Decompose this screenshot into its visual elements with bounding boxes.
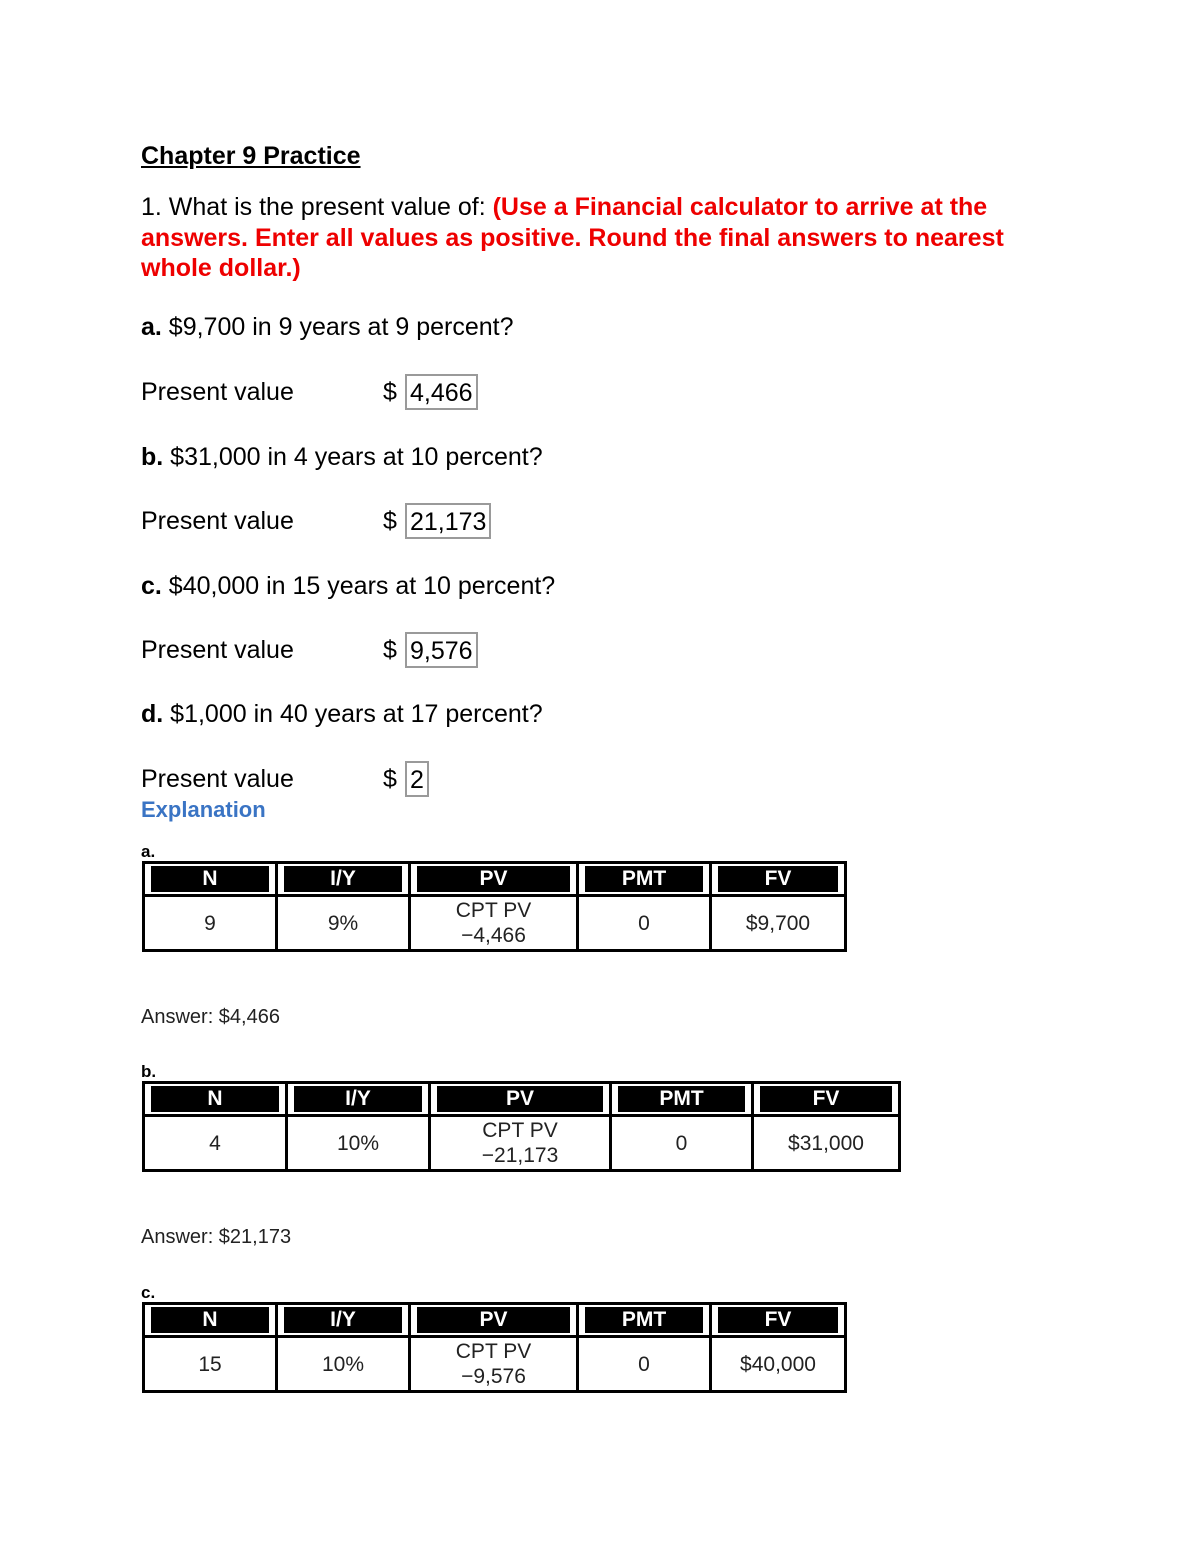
value-cell-pmt: 0 — [611, 1116, 753, 1171]
dollar-sign: $ — [383, 507, 397, 535]
header-cell-pv — [410, 1304, 578, 1337]
question-letter: b. — [141, 443, 164, 471]
table-header-row — [144, 863, 846, 896]
value-cell-iy: 9% — [277, 896, 410, 951]
table-value-row — [144, 1337, 846, 1392]
question-prompt — [141, 192, 1081, 284]
header-cell-iy — [277, 863, 410, 896]
header-label: PV — [437, 1086, 603, 1112]
answer-summary-b: Answer: $21,173 — [141, 1226, 292, 1248]
header-label: PV — [417, 1307, 570, 1333]
table-value-row — [144, 896, 846, 951]
header-cell-iy — [277, 1304, 410, 1337]
header-cell-pv — [430, 1083, 611, 1116]
cpt-pv-label: CPT PV — [482, 1119, 558, 1142]
header-cell-iy — [287, 1083, 430, 1116]
header-cell-n — [144, 1083, 287, 1116]
cpt-pv-label: CPT PV — [455, 899, 532, 922]
header-cell-pv — [410, 863, 578, 896]
header-cell-pmt — [611, 1083, 753, 1116]
header-label: N — [151, 1086, 279, 1112]
question-d — [141, 700, 543, 729]
question-text: $1,000 in 40 years at 17 percent? — [163, 700, 543, 728]
question-letter: a. — [141, 313, 162, 341]
pv-result: −4,466 — [461, 924, 526, 947]
value-cell-iy: 10% — [287, 1116, 430, 1171]
header-label: I/Y — [284, 1307, 402, 1333]
table-header-row — [144, 1304, 846, 1337]
header-label: PMT — [585, 1307, 703, 1333]
pv-result: −21,173 — [481, 1144, 559, 1167]
question-c — [141, 572, 555, 601]
value-cell-n: 15 — [144, 1337, 277, 1392]
value-cell-pv — [430, 1116, 611, 1171]
table-label-a: a. — [141, 842, 156, 861]
question-text: $40,000 in 15 years at 10 percent? — [161, 572, 556, 600]
present-value-label: Present value — [141, 378, 294, 406]
question-text: $9,700 in 9 years at 9 percent? — [161, 313, 514, 341]
value-cell-pv — [410, 896, 578, 951]
header-label: N — [151, 866, 269, 892]
question-letter: c. — [141, 572, 162, 600]
answer-field-c[interactable]: 9,576 — [405, 632, 478, 668]
question-letter: d. — [141, 700, 164, 728]
present-value-label: Present value — [141, 636, 294, 664]
header-label: FV — [760, 1086, 892, 1112]
header-cell-n — [144, 1304, 277, 1337]
header-cell-n — [144, 863, 277, 896]
value-cell-fv: $9,700 — [711, 896, 846, 951]
header-cell-fv — [711, 1304, 846, 1337]
answer-field-a[interactable]: 4,466 — [405, 374, 478, 410]
header-label: I/Y — [294, 1086, 422, 1112]
header-cell-pmt — [578, 863, 711, 896]
header-cell-fv — [753, 1083, 900, 1116]
calculator-table-c — [142, 1302, 847, 1393]
value-cell-iy: 10% — [277, 1337, 410, 1392]
dollar-sign: $ — [383, 765, 397, 793]
answer-summary-a: Answer: $4,466 — [141, 1006, 280, 1028]
explanation-heading[interactable]: Explanation — [141, 797, 266, 822]
header-label: PMT — [618, 1086, 745, 1112]
instruction-text: (Use a Financial calculator to arrive at the answers. Enter all values as positive. Round the final answers to nearest whole dollar.) — [141, 193, 1004, 282]
table-label-b: b. — [141, 1062, 157, 1081]
present-value-label: Present value — [141, 765, 294, 793]
value-cell-fv: $40,000 — [711, 1337, 846, 1392]
dollar-sign: $ — [383, 378, 397, 406]
value-cell-n: 9 — [144, 896, 277, 951]
header-label: I/Y — [284, 866, 402, 892]
value-cell-pmt: 0 — [578, 1337, 711, 1392]
question-number: 1. — [141, 193, 162, 221]
table-label-c: c. — [141, 1283, 156, 1302]
cpt-pv-label: CPT PV — [455, 1340, 532, 1363]
question-a — [141, 313, 513, 342]
page-title: Chapter 9 Practice — [141, 142, 361, 170]
header-cell-fv — [711, 863, 846, 896]
pv-result: −9,576 — [461, 1365, 526, 1388]
question-text: What is the present value of: — [161, 193, 493, 221]
answer-field-b[interactable]: 21,173 — [405, 503, 491, 539]
present-value-label: Present value — [141, 507, 294, 535]
header-label: PMT — [585, 866, 703, 892]
header-label: FV — [718, 866, 838, 892]
value-cell-pv — [410, 1337, 578, 1392]
table-value-row — [144, 1116, 900, 1171]
calculator-table-b — [142, 1081, 901, 1172]
question-b — [141, 443, 543, 472]
table-header-row — [144, 1083, 900, 1116]
header-label: FV — [718, 1307, 838, 1333]
value-cell-fv: $31,000 — [753, 1116, 900, 1171]
question-text: $31,000 in 4 years at 10 percent? — [163, 443, 543, 471]
header-label: PV — [417, 866, 570, 892]
header-label: N — [151, 1307, 269, 1333]
calculator-table-a — [142, 861, 847, 952]
value-cell-pmt: 0 — [578, 896, 711, 951]
dollar-sign: $ — [383, 636, 397, 664]
header-cell-pmt — [578, 1304, 711, 1337]
answer-field-d[interactable]: 2 — [405, 761, 429, 797]
value-cell-n: 4 — [144, 1116, 287, 1171]
